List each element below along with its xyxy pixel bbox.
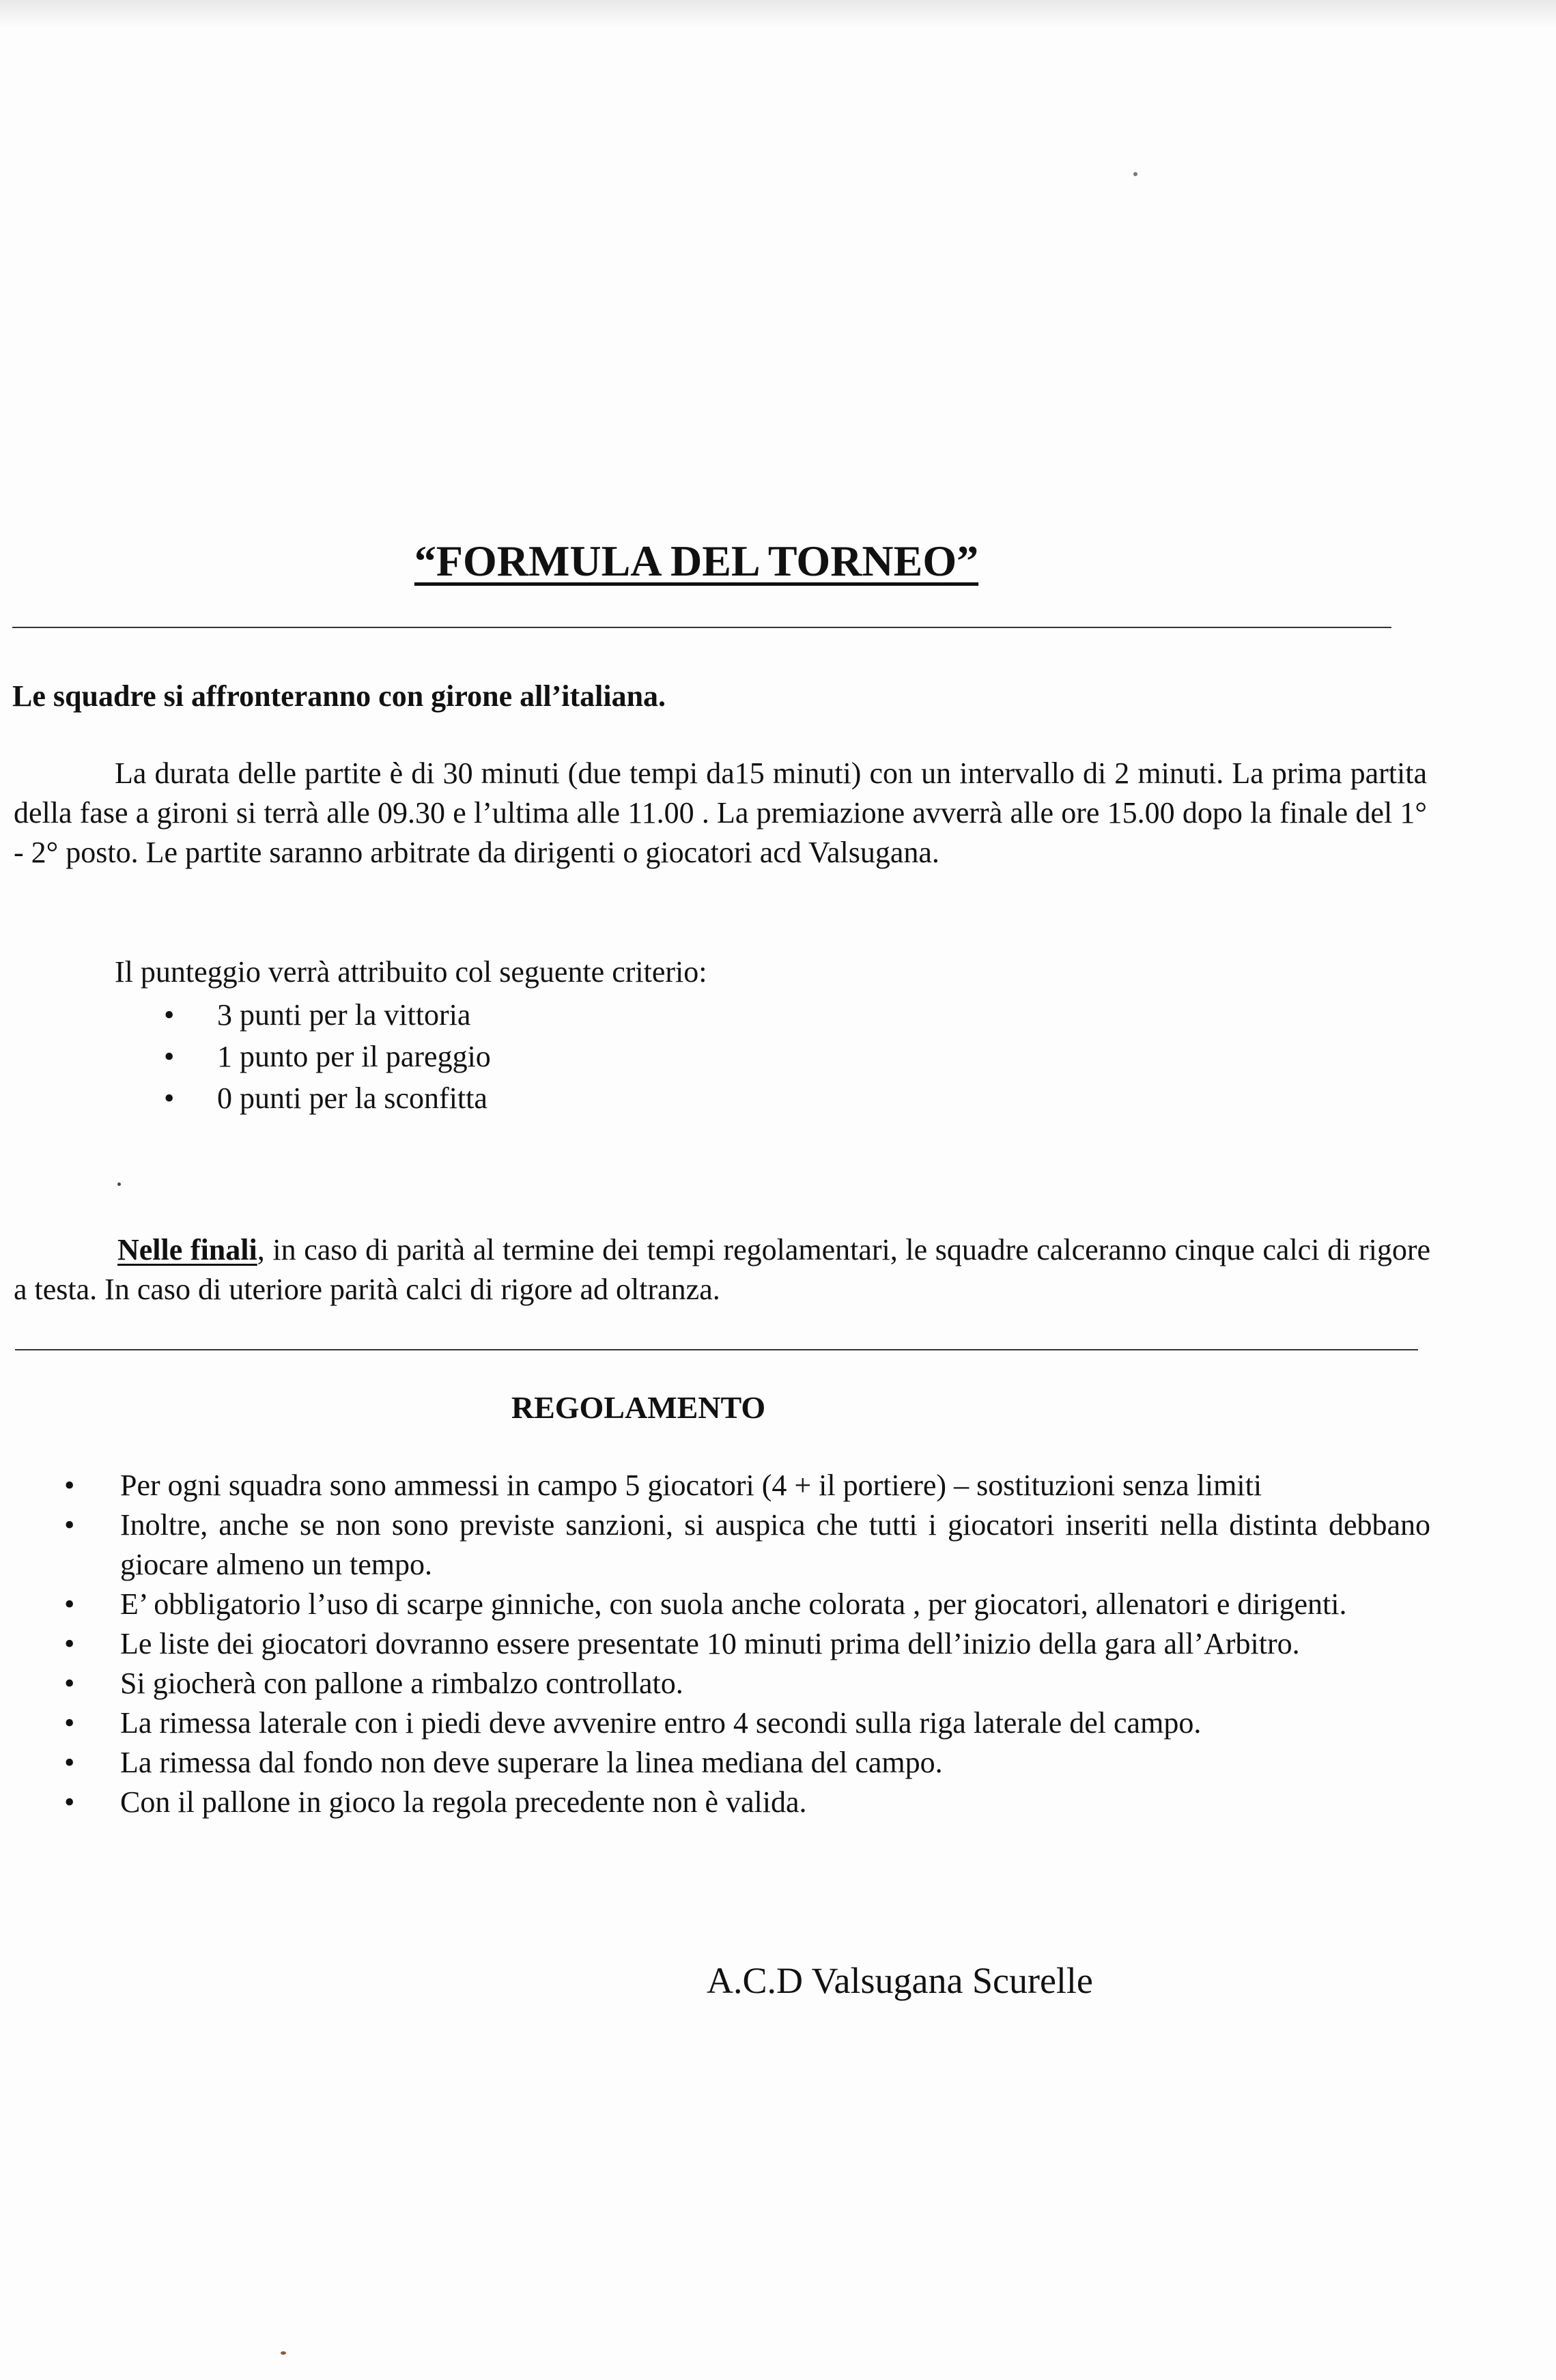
list-item	[61, 1703, 1430, 1743]
scan-speck	[281, 2351, 286, 2355]
scan-edge-shadow	[0, 0, 1556, 27]
scan-speck	[1133, 172, 1137, 176]
page-title	[0, 536, 1393, 586]
scoring-list	[164, 994, 491, 1119]
finals-text: , in caso di parità al termine dei tempi regolamentari, le squadre calceranno cinque calci di rigore a testa. In caso di uteriore parità calci di rigore ad oltranza.	[14, 1233, 1430, 1306]
list-item	[164, 1036, 491, 1077]
bullet-icon: •	[64, 1746, 75, 1779]
list-item	[61, 1783, 1430, 1822]
title-text: “FORMULA DEL TORNEO”	[414, 537, 979, 585]
bullet-icon: •	[64, 1667, 75, 1700]
list-item	[61, 1466, 1430, 1505]
list-item	[61, 1624, 1430, 1664]
signature: A.C.D Valsugana Scurelle	[707, 1960, 1093, 2001]
rules-list	[61, 1466, 1430, 1822]
scoring-intro: Il punteggio verrà attribuito col seguente criterio:	[115, 955, 707, 989]
divider-middle	[15, 1349, 1418, 1350]
rule-text: Con il pallone in gioco la regola precedente non è valida.	[120, 1785, 807, 1819]
list-item	[61, 1585, 1430, 1624]
bullet-icon: •	[64, 1706, 75, 1740]
scoring-item-text: 0 punti per la sconfitta	[217, 1081, 487, 1115]
rule-text: Inoltre, anche se non sono previste sanzioni, si auspica che tutti i giocatori inseriti nella distinta debbano giocare almeno un tempo.	[120, 1508, 1430, 1581]
bullet-icon: •	[64, 1785, 75, 1819]
rule-text: Per ogni squadra sono ammessi in campo 5 giocatori (4 + il portiere) – sostituzioni senza limiti	[120, 1469, 1262, 1502]
list-item	[61, 1664, 1430, 1703]
divider-top	[12, 627, 1391, 628]
finals-paragraph	[14, 1230, 1430, 1309]
finals-label: Nelle finali	[117, 1233, 257, 1266]
bullet-icon: •	[64, 1587, 75, 1621]
list-item	[164, 994, 491, 1036]
rule-text: Si giocherà con pallone a rimbalzo controllato.	[120, 1667, 683, 1700]
bullet-icon: •	[64, 1469, 75, 1502]
list-item	[61, 1505, 1430, 1585]
bullet-icon: •	[64, 1627, 75, 1660]
scoring-item-text: 1 punto per il pareggio	[217, 1040, 491, 1073]
intro-statement: Le squadre si affronteranno con girone all’italiana.	[12, 679, 666, 713]
rule-text: Le liste dei giocatori dovranno essere presentate 10 minuti prima dell’inizio della gara all’Arbitro.	[120, 1627, 1300, 1660]
rules-title: REGOLAMENTO	[511, 1390, 766, 1425]
duration-paragraph: La durata delle partite è di 30 minuti (due tempi da15 minuti) con un intervallo di 2 minuti. La prima partita della fase a gironi si terrà alle 09.30 e l’ultima alle 11.00 . La premiazione avverrà alle ore 15.00 dopo la finale del 1° - 2° posto. Le partite saranno arbitrate da dirigenti o giocatori acd Valsugana.	[14, 756, 1427, 869]
rule-text: La rimessa dal fondo non deve superare la linea mediana del campo.	[120, 1746, 943, 1779]
rule-text: La rimessa laterale con i piedi deve avvenire entro 4 secondi sulla riga laterale del campo.	[120, 1706, 1202, 1740]
list-item	[61, 1743, 1430, 1783]
bullet-icon: •	[164, 1040, 175, 1073]
bullet-icon: •	[164, 998, 175, 1032]
list-item	[164, 1077, 491, 1119]
scoring-item-text: 3 punti per la vittoria	[217, 998, 471, 1032]
bullet-icon: •	[64, 1508, 75, 1542]
rule-text: E’ obbligatorio l’uso di scarpe ginniche, con suola anche colorata , per giocatori, allenatori e dirigenti.	[120, 1587, 1347, 1621]
scan-speck	[117, 1182, 121, 1186]
bullet-icon: •	[164, 1081, 175, 1115]
